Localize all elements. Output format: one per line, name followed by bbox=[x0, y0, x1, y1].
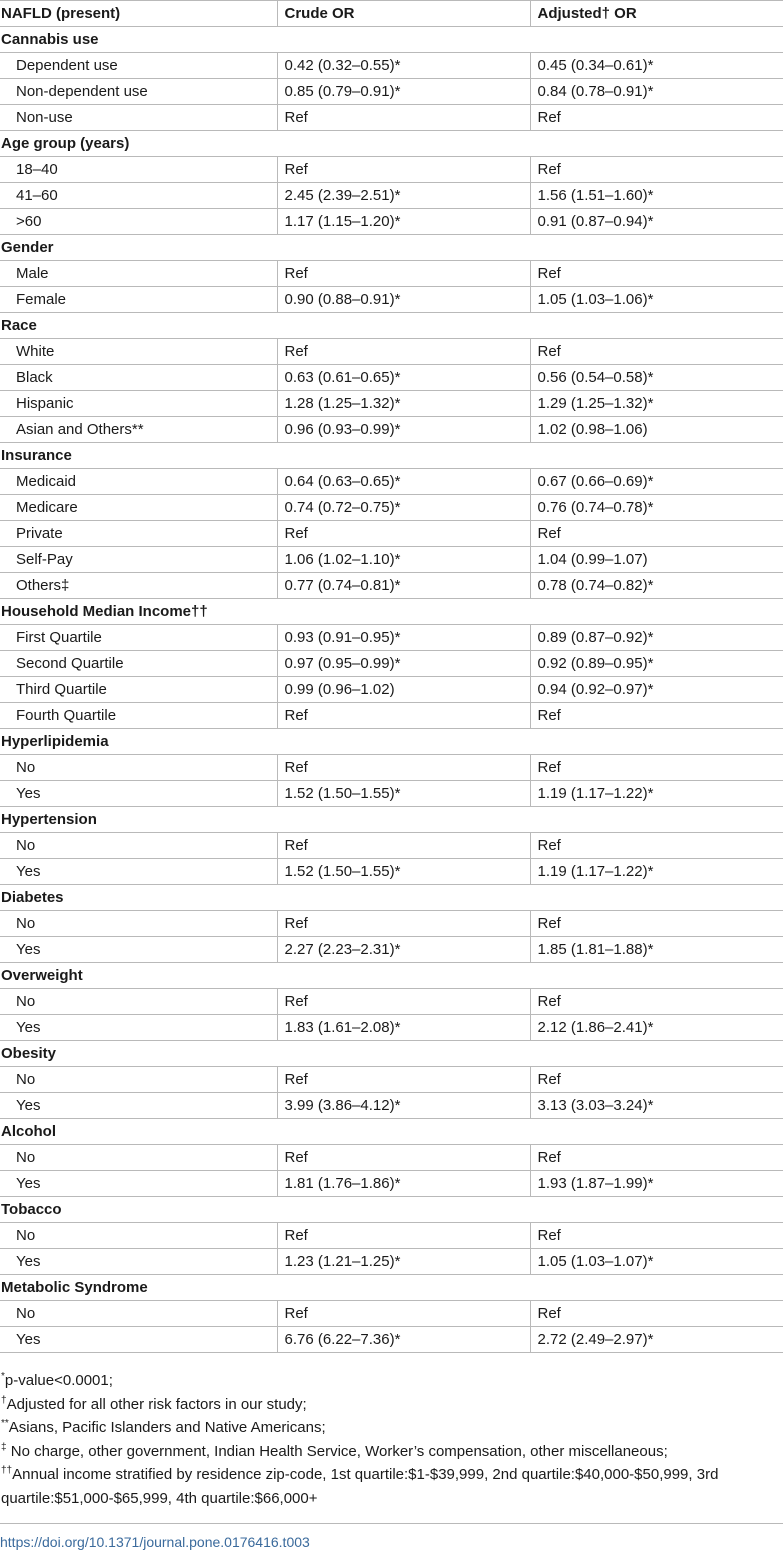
row-label: Black bbox=[0, 365, 277, 391]
adjusted-or-value: 1.19 (1.17–1.22)* bbox=[530, 859, 783, 885]
crude-or-value: 0.64 (0.63–0.65)* bbox=[277, 469, 530, 495]
adjusted-or-value: 1.02 (0.98–1.06) bbox=[530, 417, 783, 443]
adjusted-or-value: 0.56 (0.54–0.58)* bbox=[530, 365, 783, 391]
group-heading: Cannabis use bbox=[0, 27, 783, 53]
footnote-mark: † bbox=[1, 1394, 7, 1406]
table-row bbox=[0, 1171, 783, 1197]
row-label: No bbox=[0, 1145, 277, 1171]
crude-or-value: Ref bbox=[277, 521, 530, 547]
crude-or-value: Ref bbox=[277, 339, 530, 365]
header-row bbox=[0, 1, 783, 27]
table-row bbox=[0, 287, 783, 313]
group-heading: Race bbox=[0, 313, 783, 339]
table-row bbox=[0, 625, 783, 651]
group-row bbox=[0, 963, 783, 989]
adjusted-or-value: Ref bbox=[530, 1145, 783, 1171]
table-row bbox=[0, 547, 783, 573]
crude-or-value: 1.23 (1.21–1.25)* bbox=[277, 1249, 530, 1275]
crude-or-value: 1.52 (1.50–1.55)* bbox=[277, 859, 530, 885]
footnote bbox=[0, 1440, 783, 1464]
adjusted-or-value: 1.56 (1.51–1.60)* bbox=[530, 183, 783, 209]
footnote-text: p-value<0.0001; bbox=[4, 1372, 113, 1389]
crude-or-value: 1.83 (1.61–2.08)* bbox=[277, 1015, 530, 1041]
footnote-text: Annual income stratified by residence zip-code, 1st quartile:$1-$39,999, 2nd quartile:$40,000-$50,999, 3rd quartile:$51,000-$65,999, 4th quartile:$66,000+ bbox=[1, 1466, 719, 1507]
crude-or-value: 2.27 (2.23–2.31)* bbox=[277, 937, 530, 963]
crude-or-value: Ref bbox=[277, 1145, 530, 1171]
table-row bbox=[0, 651, 783, 677]
group-row bbox=[0, 599, 783, 625]
doi-link[interactable]: https://doi.org/10.1371/journal.pone.0176416.t003 bbox=[0, 1534, 310, 1550]
footnote-text: No charge, other government, Indian Health Service, Worker’s compensation, other miscellaneous; bbox=[6, 1442, 668, 1460]
crude-or-value: 1.17 (1.15–1.20)* bbox=[277, 209, 530, 235]
table-row bbox=[0, 521, 783, 547]
crude-or-value: Ref bbox=[277, 703, 530, 729]
adjusted-or-value: Ref bbox=[530, 1067, 783, 1093]
group-row bbox=[0, 1197, 783, 1223]
divider bbox=[0, 1523, 783, 1524]
row-label: Yes bbox=[0, 937, 277, 963]
table-row bbox=[0, 495, 783, 521]
group-heading: Hypertension bbox=[0, 807, 783, 833]
adjusted-or-value: 3.13 (3.03–3.24)* bbox=[530, 1093, 783, 1119]
adjusted-or-value: 1.85 (1.81–1.88)* bbox=[530, 937, 783, 963]
adjusted-or-value: 0.94 (0.92–0.97)* bbox=[530, 677, 783, 703]
row-label: First Quartile bbox=[0, 625, 277, 651]
row-label: >60 bbox=[0, 209, 277, 235]
adjusted-or-value: 0.45 (0.34–0.61)* bbox=[530, 53, 783, 79]
table-row bbox=[0, 1249, 783, 1275]
crude-or-value: Ref bbox=[277, 157, 530, 183]
adjusted-or-value: Ref bbox=[530, 339, 783, 365]
crude-or-value: Ref bbox=[277, 755, 530, 781]
adjusted-or-value: Ref bbox=[530, 703, 783, 729]
adjusted-or-value: 0.89 (0.87–0.92)* bbox=[530, 625, 783, 651]
table-row bbox=[0, 391, 783, 417]
table-row bbox=[0, 105, 783, 131]
adjusted-or-value: 2.12 (1.86–2.41)* bbox=[530, 1015, 783, 1041]
row-label: Non-dependent use bbox=[0, 79, 277, 105]
group-heading: Hyperlipidemia bbox=[0, 729, 783, 755]
table-row bbox=[0, 183, 783, 209]
table-row bbox=[0, 1223, 783, 1249]
group-row bbox=[0, 885, 783, 911]
footnote-text: Asians, Pacific Islanders and Native Americans; bbox=[8, 1419, 326, 1437]
footnote-text: Adjusted for all other risk factors in our study; bbox=[6, 1395, 307, 1413]
crude-or-value: 1.28 (1.25–1.32)* bbox=[277, 391, 530, 417]
table-row bbox=[0, 1145, 783, 1171]
table-row bbox=[0, 859, 783, 885]
crude-or-value: 1.81 (1.76–1.86)* bbox=[277, 1171, 530, 1197]
row-label: Asian and Others** bbox=[0, 417, 277, 443]
table-row bbox=[0, 989, 783, 1015]
row-label: Yes bbox=[0, 1327, 277, 1353]
crude-or-value: 0.85 (0.79–0.91)* bbox=[277, 79, 530, 105]
table-row bbox=[0, 365, 783, 391]
group-row bbox=[0, 729, 783, 755]
footnote-mark: ** bbox=[1, 1418, 9, 1430]
crude-or-value: Ref bbox=[277, 105, 530, 131]
adjusted-or-value: 1.05 (1.03–1.06)* bbox=[530, 287, 783, 313]
adjusted-or-value: 0.67 (0.66–0.69)* bbox=[530, 469, 783, 495]
adjusted-or-value: 1.93 (1.87–1.99)* bbox=[530, 1171, 783, 1197]
header-outcome: NAFLD (present) bbox=[0, 1, 277, 27]
crude-or-value: Ref bbox=[277, 261, 530, 287]
adjusted-or-value: Ref bbox=[530, 989, 783, 1015]
table-row bbox=[0, 1327, 783, 1353]
adjusted-or-value: Ref bbox=[530, 911, 783, 937]
group-heading: Household Median Income†† bbox=[0, 599, 783, 625]
table-row bbox=[0, 339, 783, 365]
crude-or-value: 0.63 (0.61–0.65)* bbox=[277, 365, 530, 391]
row-label: Yes bbox=[0, 781, 277, 807]
row-label: Yes bbox=[0, 859, 277, 885]
group-heading: Age group (years) bbox=[0, 131, 783, 157]
group-heading: Gender bbox=[0, 235, 783, 261]
table-row bbox=[0, 1067, 783, 1093]
crude-or-value: 0.90 (0.88–0.91)* bbox=[277, 287, 530, 313]
adjusted-or-value: 0.76 (0.74–0.78)* bbox=[530, 495, 783, 521]
table-row bbox=[0, 209, 783, 235]
group-row bbox=[0, 1275, 783, 1301]
adjusted-or-value: Ref bbox=[530, 1301, 783, 1327]
row-label: Private bbox=[0, 521, 277, 547]
group-heading: Overweight bbox=[0, 963, 783, 989]
crude-or-value: 0.97 (0.95–0.99)* bbox=[277, 651, 530, 677]
adjusted-or-value: Ref bbox=[530, 755, 783, 781]
row-label: Yes bbox=[0, 1249, 277, 1275]
row-label: No bbox=[0, 755, 277, 781]
row-label: No bbox=[0, 833, 277, 859]
adjusted-or-value: Ref bbox=[530, 261, 783, 287]
adjusted-or-value: 1.19 (1.17–1.22)* bbox=[530, 781, 783, 807]
group-row bbox=[0, 1119, 783, 1145]
table-row bbox=[0, 79, 783, 105]
row-label: No bbox=[0, 989, 277, 1015]
row-label: Third Quartile bbox=[0, 677, 277, 703]
row-label: Fourth Quartile bbox=[0, 703, 277, 729]
group-row bbox=[0, 27, 783, 53]
group-row bbox=[0, 235, 783, 261]
table-row bbox=[0, 703, 783, 729]
row-label: Self-Pay bbox=[0, 547, 277, 573]
crude-or-value: 2.45 (2.39–2.51)* bbox=[277, 183, 530, 209]
row-label: No bbox=[0, 1067, 277, 1093]
crude-or-value: Ref bbox=[277, 989, 530, 1015]
crude-or-value: 0.77 (0.74–0.81)* bbox=[277, 573, 530, 599]
adjusted-or-value: Ref bbox=[530, 833, 783, 859]
crude-or-value: Ref bbox=[277, 911, 530, 937]
crude-or-value: 0.96 (0.93–0.99)* bbox=[277, 417, 530, 443]
row-label: 41–60 bbox=[0, 183, 277, 209]
adjusted-or-value: 0.78 (0.74–0.82)* bbox=[530, 573, 783, 599]
table-row bbox=[0, 469, 783, 495]
crude-or-value: 1.52 (1.50–1.55)* bbox=[277, 781, 530, 807]
adjusted-or-value: Ref bbox=[530, 157, 783, 183]
row-label: No bbox=[0, 1301, 277, 1327]
row-label: 18–40 bbox=[0, 157, 277, 183]
crude-or-value: 6.76 (6.22–7.36)* bbox=[277, 1327, 530, 1353]
adjusted-or-value: 2.72 (2.49–2.97)* bbox=[530, 1327, 783, 1353]
adjusted-or-value: 1.05 (1.03–1.07)* bbox=[530, 1249, 783, 1275]
group-row bbox=[0, 1041, 783, 1067]
group-heading: Insurance bbox=[0, 443, 783, 469]
crude-or-value: 0.93 (0.91–0.95)* bbox=[277, 625, 530, 651]
group-row bbox=[0, 443, 783, 469]
row-label: Yes bbox=[0, 1015, 277, 1041]
crude-or-value: 0.74 (0.72–0.75)* bbox=[277, 495, 530, 521]
table-row bbox=[0, 677, 783, 703]
group-heading: Obesity bbox=[0, 1041, 783, 1067]
crude-or-value: Ref bbox=[277, 1067, 530, 1093]
group-heading: Alcohol bbox=[0, 1119, 783, 1145]
table-row bbox=[0, 833, 783, 859]
row-label: Yes bbox=[0, 1093, 277, 1119]
footnote-mark: †† bbox=[1, 1465, 13, 1477]
row-label: Medicaid bbox=[0, 469, 277, 495]
table-row bbox=[0, 755, 783, 781]
group-heading: Diabetes bbox=[0, 885, 783, 911]
adjusted-or-value: Ref bbox=[530, 521, 783, 547]
row-label: No bbox=[0, 911, 277, 937]
row-label: Non-use bbox=[0, 105, 277, 131]
crude-or-value: 0.99 (0.96–1.02) bbox=[277, 677, 530, 703]
adjusted-or-value: Ref bbox=[530, 105, 783, 131]
crude-or-value: 1.06 (1.02–1.10)* bbox=[277, 547, 530, 573]
table-row bbox=[0, 53, 783, 79]
row-label: Yes bbox=[0, 1171, 277, 1197]
adjusted-or-value: 1.29 (1.25–1.32)* bbox=[530, 391, 783, 417]
footnotes bbox=[0, 1369, 783, 1511]
footnote-mark: ‡ bbox=[1, 1441, 7, 1453]
adjusted-or-value: 0.84 (0.78–0.91)* bbox=[530, 79, 783, 105]
group-heading: Tobacco bbox=[0, 1197, 783, 1223]
footnote-mark: * bbox=[1, 1371, 5, 1382]
row-label: Second Quartile bbox=[0, 651, 277, 677]
row-label: Dependent use bbox=[0, 53, 277, 79]
header-crude-or: Crude OR bbox=[277, 1, 530, 27]
table-row bbox=[0, 937, 783, 963]
table-row bbox=[0, 911, 783, 937]
crude-or-value: 0.42 (0.32–0.55)* bbox=[277, 53, 530, 79]
adjusted-or-value: 0.92 (0.89–0.95)* bbox=[530, 651, 783, 677]
footnote bbox=[0, 1463, 783, 1510]
group-heading: Metabolic Syndrome bbox=[0, 1275, 783, 1301]
footnote bbox=[0, 1393, 783, 1417]
table-row bbox=[0, 1301, 783, 1327]
table-row bbox=[0, 1093, 783, 1119]
row-label: Female bbox=[0, 287, 277, 313]
table-row bbox=[0, 1015, 783, 1041]
table-row bbox=[0, 261, 783, 287]
crude-or-value: Ref bbox=[277, 1223, 530, 1249]
table-body bbox=[0, 27, 783, 1353]
group-row bbox=[0, 807, 783, 833]
adjusted-or-value: 0.91 (0.87–0.94)* bbox=[530, 209, 783, 235]
crude-or-value: 3.99 (3.86–4.12)* bbox=[277, 1093, 530, 1119]
footnote bbox=[0, 1416, 783, 1440]
table-row bbox=[0, 417, 783, 443]
adjusted-or-value: 1.04 (0.99–1.07) bbox=[530, 547, 783, 573]
row-label: No bbox=[0, 1223, 277, 1249]
crude-or-value: Ref bbox=[277, 833, 530, 859]
row-label: Others‡ bbox=[0, 573, 277, 599]
row-label: Medicare bbox=[0, 495, 277, 521]
header-adjusted-or: Adjusted† OR bbox=[530, 1, 783, 27]
row-label: White bbox=[0, 339, 277, 365]
group-row bbox=[0, 131, 783, 157]
footnote bbox=[0, 1369, 783, 1393]
table-row bbox=[0, 157, 783, 183]
row-label: Male bbox=[0, 261, 277, 287]
row-label: Hispanic bbox=[0, 391, 277, 417]
table-row bbox=[0, 573, 783, 599]
table-row bbox=[0, 781, 783, 807]
group-row bbox=[0, 313, 783, 339]
adjusted-or-value: Ref bbox=[530, 1223, 783, 1249]
crude-or-value: Ref bbox=[277, 1301, 530, 1327]
